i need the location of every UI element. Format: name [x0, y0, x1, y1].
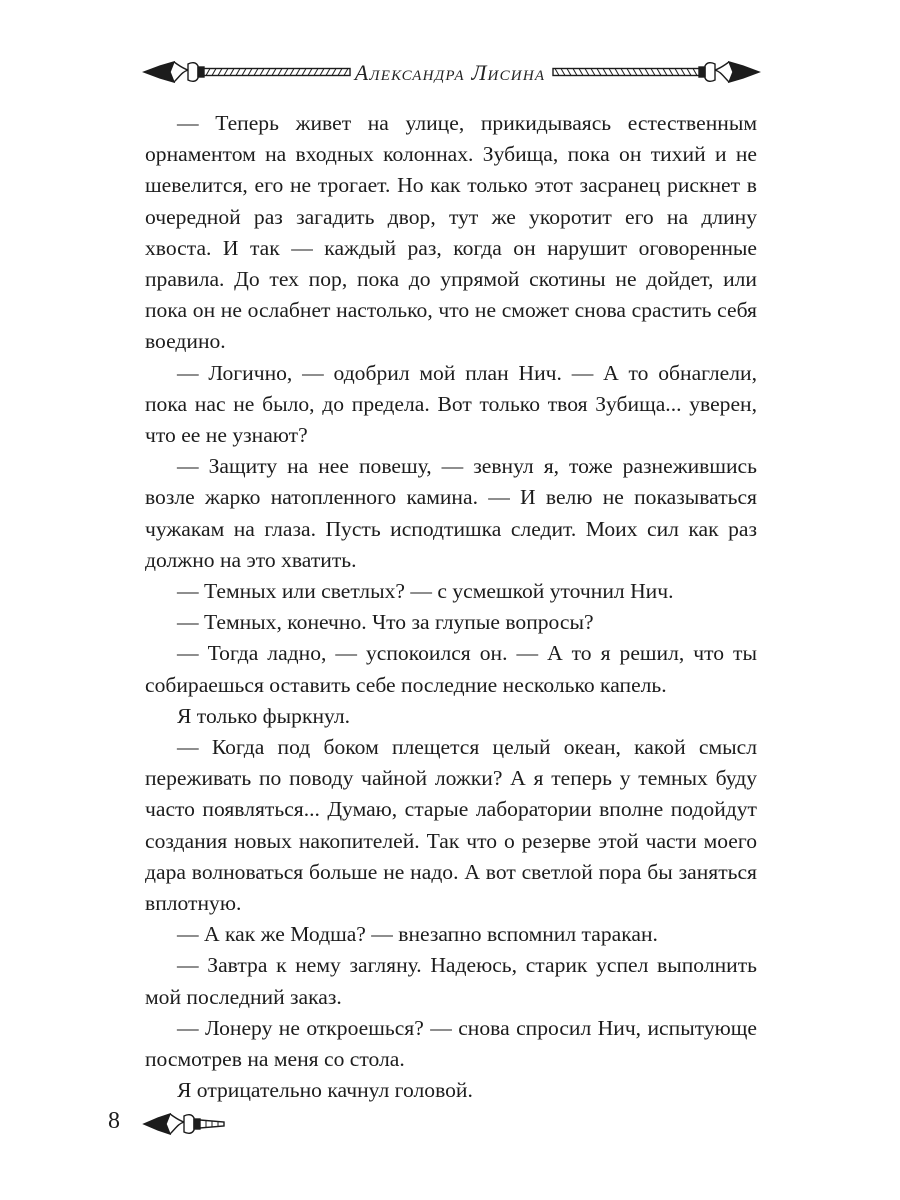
spear-right-ornament-icon — [548, 48, 763, 98]
paragraph: Я только фыркнул. — [177, 703, 351, 728]
paragraph: — Когда под боком плещется целый океан, какой смысл переживать по поводу чайной ложки? А я теперь у темных буду часто появляться... Думаю, старые лаборатории вполне подойдут создания новых накопителей. Так что о резерве этой части моего дара волноваться больше не надо. А вот светлой пора бы заняться вплотную. — [145, 735, 757, 916]
running-header-title: Александра Лисина — [354, 60, 546, 85]
paragraph: — А как же Модша? — внезапно вспомнил таракан. — [177, 922, 658, 947]
paragraph: — Темных или светлых? — с усмешкой уточнил Нич. — [177, 579, 674, 604]
spear-footer-ornament-icon — [140, 1106, 230, 1142]
paragraph: — Логично, — одобрил мой план Нич. — А то обнаглели, пока нас не было, до предела. Вот только твоя Зубища... уверен, что ее не узнают? — [145, 360, 757, 448]
page-number: 8 — [108, 1108, 120, 1134]
paragraph: — Тогда ладно, — успокоился он. — А то я решил, что ты собираешься оставить себе последние несколько капель. — [145, 641, 757, 697]
body-text — [145, 108, 757, 1107]
paragraph: — Темных, конечно. Что за глупые вопросы? — [177, 610, 594, 635]
paragraph: — Защиту на нее повешу, — зевнул я, тоже разнежившись возле жарко натопленного камина. — И велю не показываться чужакам на глаза. Пусть исподтишка следит. Моих сил как раз должно на это хватить. — [145, 454, 757, 572]
paragraph: — Завтра к нему загляну. Надеюсь, старик успел выполнить мой последний заказ. — [145, 953, 757, 1009]
paragraph: — Лонеру не откроешься? — снова спросил Нич, испытующе посмотрев на меня со стола. — [145, 1015, 757, 1072]
paragraph: — Теперь живет на улице, прикидываясь естественным орнаментом на входных колоннах. Зубища, пока он тихий и не шевелится, его не трогает. Но как только этот засранец рискнет в очередной раз загадить двор, тут же укоротит его на длину хвоста. И так — каждый раз, когда он нарушит оговоренные правила. До тех пор, пока до упрямой скотины не дойдет, или пока он не ослабнет настолько, что не сможет снова срастить себя воедино. — [145, 111, 757, 354]
page-footer — [0, 1100, 900, 1150]
paragraph: Я отрицательно качнул головой. — [177, 1078, 473, 1103]
running-header — [0, 48, 900, 98]
